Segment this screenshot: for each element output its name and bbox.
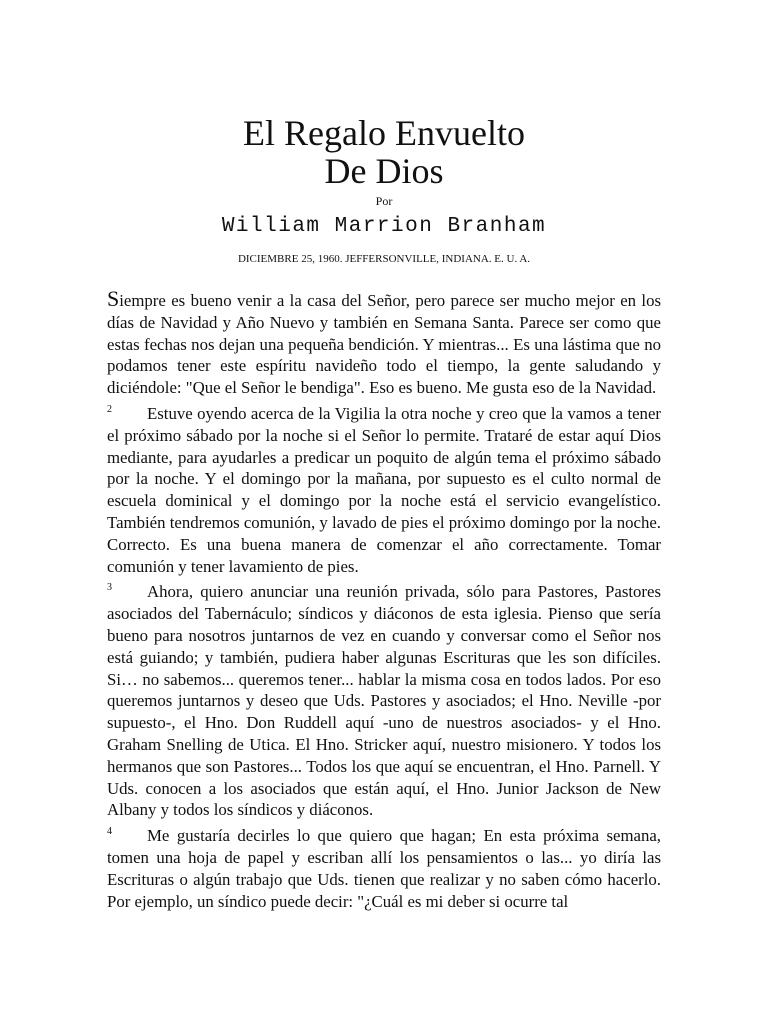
paragraph-1	[107, 288, 661, 399]
document-body	[107, 288, 661, 912]
dateline: DICIEMBRE 25, 1960. JEFFERSONVILLE, INDIANA. E. U. A.	[237, 253, 531, 265]
paragraph-text: Ahora, quiero anunciar una reunión privada, sólo para Pastores, Pastores asociados del Tabernáculo; síndicos y diáconos de esta iglesia. Pienso que sería bueno para nosotros juntarnos de vez en cuando y conversar como el Señor nos está guiando; y también, pudiera haber algunas Escrituras que les son difíciles. Si… no sabemos... queremos tener... hablar la misma cosa en todos lados. Por eso queremos juntarnos y deseo que Uds. Pastores y asociados; el Hno. Neville -por supuesto-, el Hno. Don Ruddell aquí -uno de nuestros asociados- y el Hno. Graham Snelling de Utica. El Hno. Stricker aquí, nuestro misionero. Y todos los hermanos que son Pastores... Todos los que aquí se encuentran, el Hno. Parnell. Y Uds. conocen a los asociados que están aquí, el Hno. Junior Jackson de New Albany y todos los síndicos y diáconos.	[107, 582, 661, 820]
paragraph-number: 3	[107, 582, 112, 594]
paragraph-4	[107, 821, 661, 912]
drop-cap: S	[107, 286, 120, 311]
paragraph-number: 2	[107, 403, 112, 415]
author-name: William Marrion Branham	[221, 215, 547, 238]
paragraph-text: Me gustaría decirles lo que quiero que hagan; En esta próxima semana, tomen una hoja de papel y escriban allí los pensamientos o las... yo diría las Escrituras o algún trabajo que Uds. tienen que realizar y no saben cómo hacerlo. Por ejemplo, un síndico puede decir: "¿Cuál es mi deber si ocurre tal	[107, 826, 661, 911]
title-line-2: De Dios	[324, 151, 444, 191]
byline-label: Por	[375, 194, 393, 208]
paragraph-text: Estuve oyendo acerca de la Vigilia la otra noche y creo que la vamos a tener el próximo sábado por la noche si el Señor lo permite. Trataré de estar aquí Dios mediante, para ayudarles a predicar un poquito de algún tema el próximo sábado por la noche. Y el domingo por la mañana, por supuesto es el culto normal de escuela dominical y el domingo por la noche está el servicio evangelístico. También tendremos comunión, y lavado de pies el próximo domingo por la noche. Correcto. Es una buena manera de comenzar el año correctamente. Tomar comunión y tener lavamiento de pies.	[107, 403, 661, 576]
paragraph-text: iempre es bueno venir a la casa del Señor, pero parece ser mucho mejor en los días de Navidad y Año Nuevo y también en Semana Santa. Parece ser como que estas fechas nos dejan una pequeña bendición. Y mientras... Es una lástima que no podamos tener este espíritu navideño todo el tiempo, la gente saludando y diciéndole: "Que el Señor le bendiga". Eso es bueno. Me gusta eso de la Navidad.	[107, 291, 661, 398]
paragraph-3	[107, 577, 661, 821]
title-line-1: El Regalo Envuelto	[243, 113, 525, 153]
paragraph-number: 4	[107, 826, 112, 838]
paragraph-2	[107, 399, 661, 577]
page-title	[107, 0, 661, 190]
